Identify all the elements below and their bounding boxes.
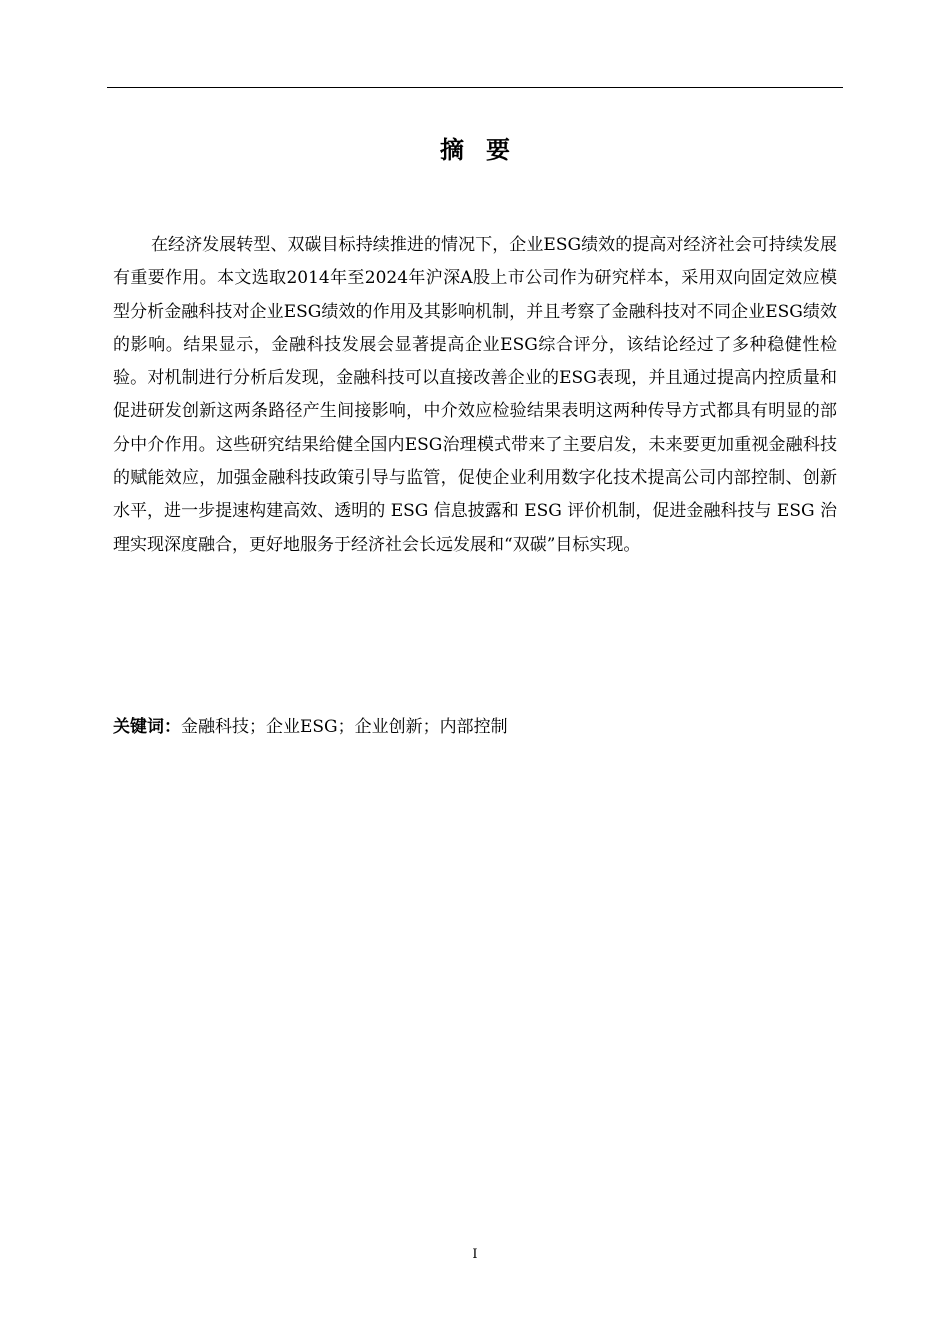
page-number: I [472, 1247, 478, 1262]
page-title: 摘要 [440, 136, 532, 164]
abstract-paragraph: 在经济发展转型、双碳目标持续推进的情况下，企业ESG绩效的提高对经济社会可持续发展有重要作用。本文选取2014年至2024年沪深A股上市公司作为研究样本，采用双向固定效应模型分析金融科技对企业ESG绩效的作用及其影响机制，并且考察了金融科技对不同企业ESG绩效的影响。结果显示，金融科技发展会显著提高企业ESG综合评分，该结论经过了多种稳健性检验。对机制进行分析后发现，金融科技可以直接改善企业的ESG表现，并且通过提高内控质量和促进研发创新这两条路径产生间接影响，中介效应检验结果表明这两种传导方式都具有明显的部分中介作用。这些研究结果给健全国内ESG治理模式带来了主要启发，未来要更加重视金融科技的赋能效应，加强金融科技政策引导与监管，促使企业利用数字化技术提高公司内部控制、创新水平，进一步提速构建高效、透明的 ESG 信息披露和 ESG 评价机制，促进金融科技与 ESG 治理实现深度融合，更好地服务于经济社会长远发展和“双碳”目标实现。 [113, 235, 837, 555]
header-rule [107, 87, 843, 88]
keywords-line [113, 712, 837, 742]
keywords-list: 金融科技；企业ESG；企业创新；内部控制 [181, 717, 508, 737]
keywords-label: 关键词： [113, 717, 181, 737]
